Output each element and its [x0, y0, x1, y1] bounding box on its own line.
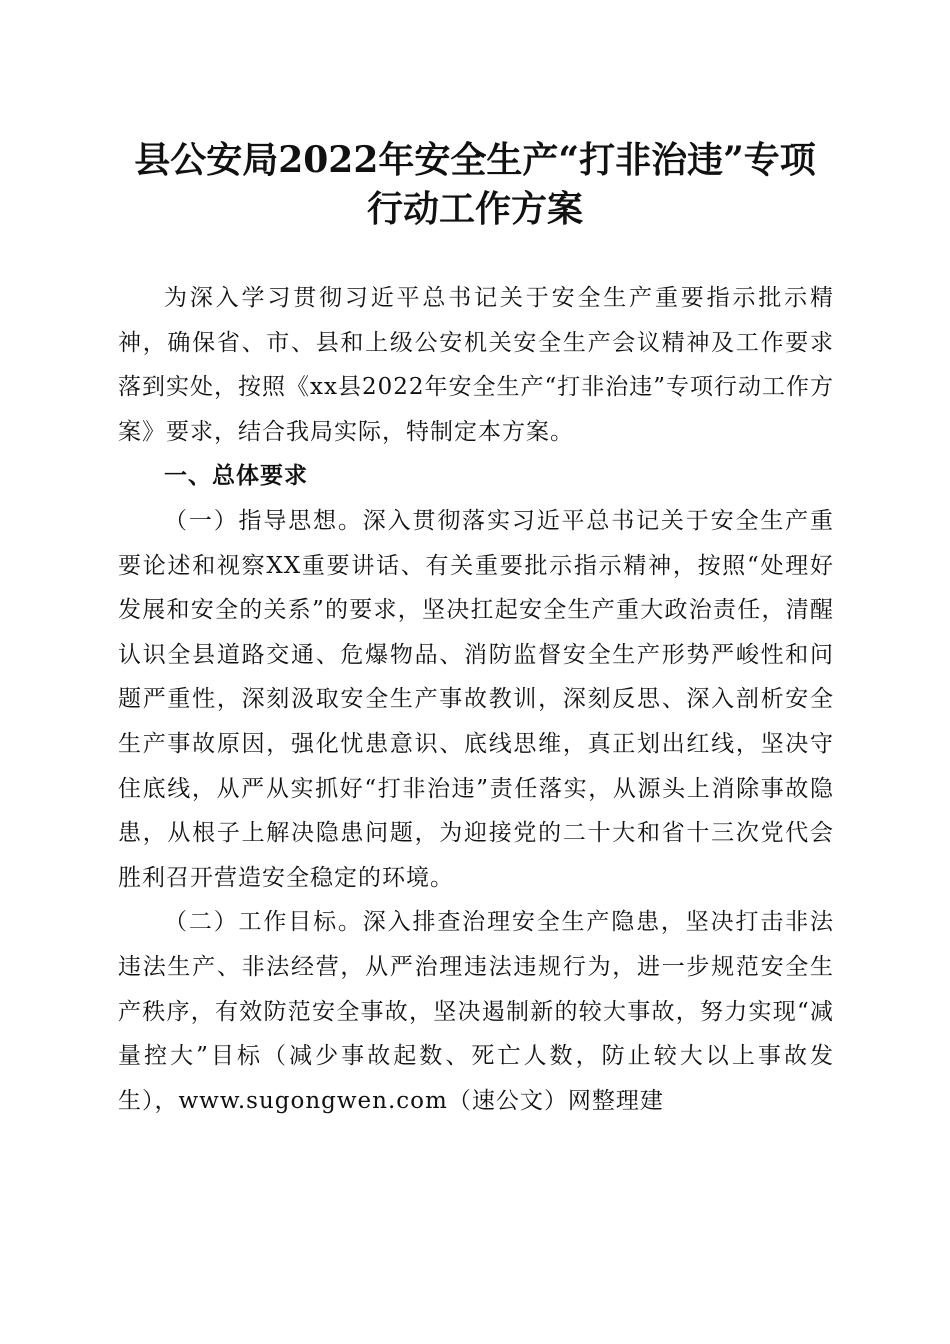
work-goal-paragraph: [118, 900, 834, 1123]
document-title-line1: 县公安局2022年安全生产“打非治违”专项: [134, 139, 816, 181]
guiding-thought-paragraph: [118, 499, 834, 900]
paragraph-text: 深入贯彻落实习近平总书记关于安全生产重要论述和视察XX重要讲话、有关重要批示指示精神，按照“处理好发展和安全的关系”的要求，坚决扛起安全生产重大政治责任，清醒认识全县道路交通、危爆物品、消防监督安全生产形势严峻性和问题严重性，深刻汲取安全生产事故教训，深刻反思、深入剖析安全生产事故原因，强化忧患意识、底线思维，真正划出红线，坚决守住底线，从严从实抓好“打非治违”责任落实，从源头上消除事故隐患，从根子上解决隐患问题，为迎接党的二十大和省十三次党代会胜利召开营造安全稳定的环境。: [118, 507, 835, 891]
section-heading: 一、总体要求: [164, 463, 308, 490]
paragraph-text: 深入排查治理安全生产隐患，坚决打击非法违法生产、非法经营，从严治理违法违规行为，进一步规范安全生产秩序，有效防范安全事故，坚决遏制新的较大事故，努力实现“减量控大”目标（减少事故起数、死亡人数，防止较大以上事故发生），www.sugongwen.com（速公文）网整理建: [118, 909, 835, 1114]
paragraph-lead: （一）指导思想。: [164, 507, 363, 534]
document-body: [118, 276, 834, 1123]
intro-paragraph: 为深入学习贯彻习近平总书记关于安全生产重要指示批示精神，确保省、市、县和上级公安机关安全生产会议精神及工作要求落到实处，按照《xx县2022年安全生产“打非治违”专项行动工作方案》要求，结合我局实际，特制定本方案。: [118, 285, 834, 445]
document-title-line2: 行动工作方案: [366, 188, 583, 230]
paragraph-lead: （二）工作目标。: [164, 909, 363, 936]
